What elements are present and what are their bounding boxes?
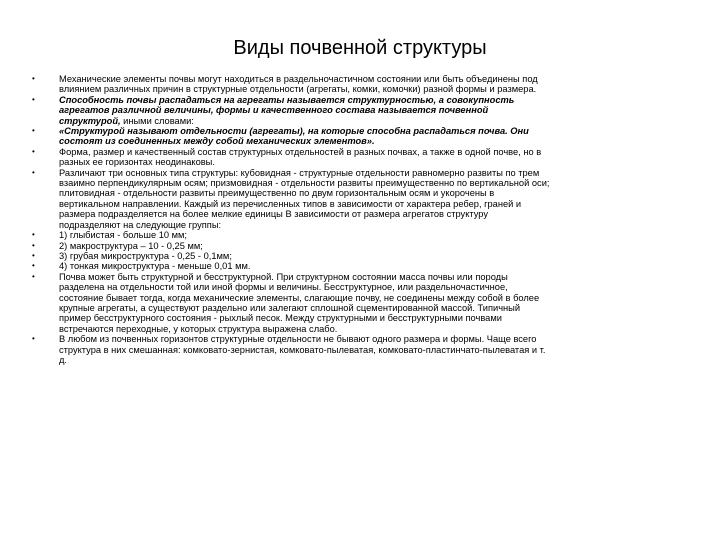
text-line: пример бесструктурного состояния - рыхлый песок. Между структурными и бесструктурными почвами (59, 313, 502, 324)
text-line: структура в них смешанная: комковато-зернистая, комковато-пылеватая, комковато-пластинчато-пылеватая и т. (59, 344, 546, 355)
text-line: влиянием различных причин в структурные отдельности (агрегаты, комки, комочки) разной формы и размера. (59, 84, 537, 95)
text-tail: иными словами: (120, 115, 194, 126)
list-item (32, 168, 704, 230)
text-line: подразделяют на следующие группы: (59, 219, 222, 230)
bullet-dot: • (32, 334, 35, 344)
text-line: «Структурой называют отдельности (агрегаты), на которые способна распадаться почва. Они (59, 126, 529, 137)
text-line: 2) макроструктура – 10 - 0,25 мм; (59, 240, 203, 251)
text-line: Механические элементы почвы могут находиться в раздельночастичном состоянии или быть объединены под (59, 74, 538, 84)
list-item (32, 241, 704, 251)
list-item (32, 230, 704, 240)
bullet-dot: • (32, 271, 35, 281)
bullet-dot: • (32, 240, 35, 250)
bullet-list (32, 74, 704, 365)
text-line: разделена на отдельности той или иной формы и величины. Бесструктурное, или раздельночастичное, (59, 282, 508, 293)
text-line: Способность почвы распадаться на агрегаты называется структурностью, а совокупность (59, 94, 515, 105)
bullet-dot: • (32, 74, 35, 83)
list-item (32, 74, 704, 95)
list-item (32, 95, 704, 126)
text-line: крупные агрегаты, а существуют раздельно или залегают сплошной сцементированной массой. Типичный (59, 302, 521, 313)
text-line: структурой, (59, 115, 121, 126)
list-item (32, 272, 704, 334)
list-item (32, 334, 704, 365)
text-line: плитовидная - отдельности развиты преимущественно по двум горизонтальным осям и укорочены в (59, 188, 495, 199)
bullet-dot: • (32, 94, 35, 104)
text-line: Форма, размер и качественный состав структурных отдельностей в разных почвах, а также в одной почве, но в (59, 146, 542, 157)
text-line: Различают три основных типа структуры: кубовидная - структурные отдельности равномерно развиты по трем (59, 167, 540, 178)
bullet-dot: • (32, 230, 35, 240)
list-item (32, 126, 704, 147)
list-item (32, 147, 704, 168)
slide-title: Виды почвенной структуры (233, 37, 487, 59)
text-line: встречаются переходные, у которых структура выражена слабо. (59, 323, 338, 334)
bullet-dot: • (32, 167, 35, 177)
text-line: В любом из почвенных горизонтов структурные отдельности не бывают одного размера и формы. Чаще всего (59, 334, 537, 345)
list-item (32, 261, 704, 271)
text-line: состояние бывает тогда, когда механические элементы, слагающие почву, не соединены между собой в более (59, 292, 540, 303)
bullet-dot: • (32, 126, 35, 136)
text-line: размера подразделяется на более мелкие единицы В зависимости от размера агрегатов структуру (59, 209, 488, 220)
text-line: 1) глыбистая - больше 10 мм; (59, 230, 187, 241)
list-item (32, 251, 704, 261)
text-line: Почва может быть структурной и бесструктурной. При структурном состоянии масса почвы или породы (59, 271, 508, 282)
text-line: разных ее горизонтах неодинаковы. (59, 157, 215, 168)
text-line: 3) грубая микроструктура - 0,25 - 0,1мм; (59, 250, 232, 261)
bullet-dot: • (32, 250, 35, 260)
bullet-dot: • (32, 146, 35, 156)
text-line: вертикальном направлении. Каждый из перечисленных типов в зависимости от характера ребер, граней и (59, 198, 522, 209)
text-line: д. (59, 354, 68, 365)
bullet-dot: • (32, 261, 35, 271)
text-line: взаимно перпендикулярным осям; призмовидная - отдельности развиты преимущественно по вертикальной оси; (59, 178, 550, 189)
text-line: состоят из соединенных между собой механических элементов». (59, 136, 375, 147)
text-line: 4) тонкая микроструктура - меньше 0,01 мм. (59, 261, 251, 272)
text-line: агрегатов различной величины, формы и качественного состава называется почвенной (59, 105, 489, 116)
